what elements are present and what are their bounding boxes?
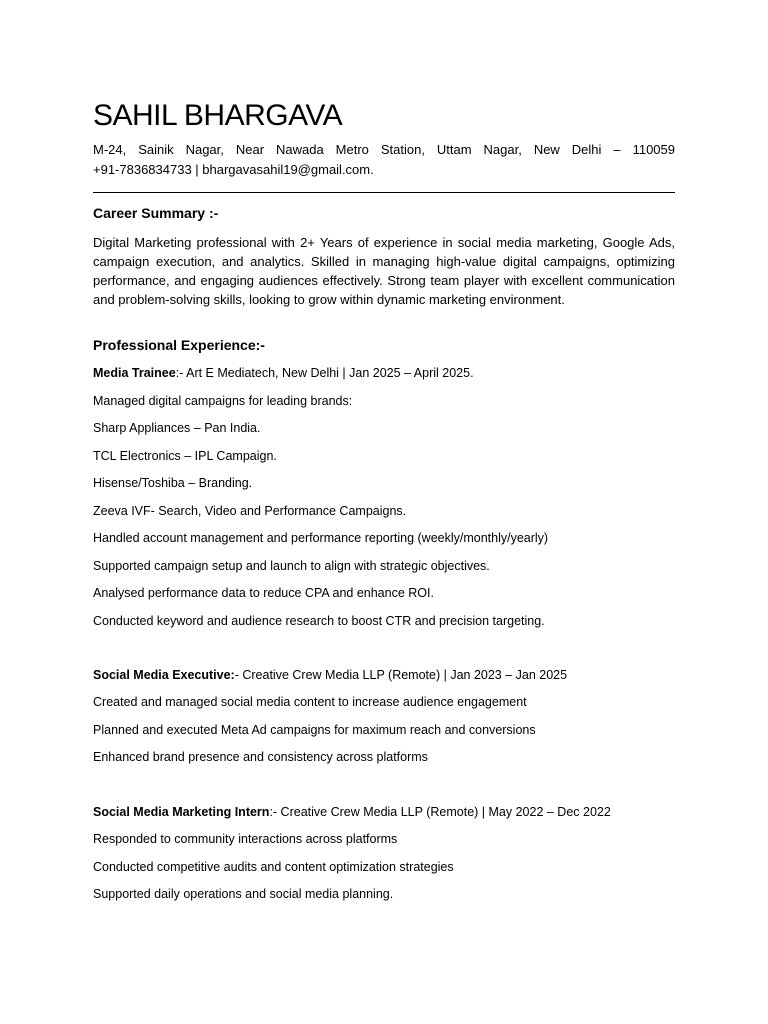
job-role: Media Trainee <box>93 366 176 380</box>
job-point: Zeeva IVF- Search, Video and Performance Campaigns. <box>93 503 407 518</box>
job-title-line <box>93 803 675 821</box>
phone-email-line: +91-7836834733 | bhargavasahil19@gmail.com. <box>93 162 374 177</box>
job-title-line <box>93 666 675 684</box>
job-point: Conducted keyword and audience research to boost CTR and precision targeting. <box>93 613 545 628</box>
job-title-line <box>93 364 675 382</box>
job-point: Enhanced brand presence and consistency across platforms <box>93 750 428 764</box>
contact-block <box>93 140 675 180</box>
address-line: M-24, Sainik Nagar, Near Nawada Metro Station, Uttam Nagar, New Delhi – 110059 <box>93 142 675 157</box>
job-details: :- Creative Crew Media LLP (Remote) | May 2022 – Dec 2022 <box>269 805 611 819</box>
job-point: Planned and executed Meta Ad campaigns for maximum reach and conversions <box>93 722 536 737</box>
job-point: Conducted competitive audits and content optimization strategies <box>93 859 454 874</box>
job-point: Hisense/Toshiba – Branding. <box>93 476 253 490</box>
job-point: Supported daily operations and social media planning. <box>93 887 394 901</box>
job-role: Social Media Marketing Intern <box>93 805 270 819</box>
experience-heading: Professional Experience:- <box>93 337 265 353</box>
job-role: Social Media Executive: <box>93 667 235 682</box>
job-details: :- Art E Mediatech, New Delhi | Jan 2025 – April 2025. <box>175 366 474 380</box>
job-point: Supported campaign setup and launch to align with strategic objectives. <box>93 558 490 573</box>
job-point: Analysed performance data to reduce CPA and enhance ROI. <box>93 586 434 600</box>
job-point: Responded to community interactions across platforms <box>93 832 398 846</box>
job-point: Managed digital campaigns for leading brands: <box>93 393 353 408</box>
job-point: Sharp Appliances – Pan India. <box>93 421 261 435</box>
job-point: TCL Electronics – IPL Campaign. <box>93 448 277 463</box>
job-point: Handled account management and performance reporting (weekly/monthly/yearly) <box>93 531 549 545</box>
candidate-name: SAHIL BHARGAVA <box>93 99 343 132</box>
header-divider <box>93 192 675 193</box>
job-details: - Creative Crew Media LLP (Remote) | Jan 2023 – Jan 2025 <box>234 667 568 682</box>
resume-content <box>93 96 675 903</box>
job-point: Created and managed social media content to increase audience engagement <box>93 695 527 709</box>
career-summary-heading: Career Summary :- <box>93 205 219 221</box>
career-summary-text: Digital Marketing professional with 2+ Years of experience in social media marketing, Google Ads, campaign execution, and analytics. Skilled in managing high-value digital campaigns, optimizing performance, and engaging audiences effectively. Strong team player with excellent communication and problem-solving skills, looking to grow within dynamic marketing environment. <box>93 235 675 307</box>
